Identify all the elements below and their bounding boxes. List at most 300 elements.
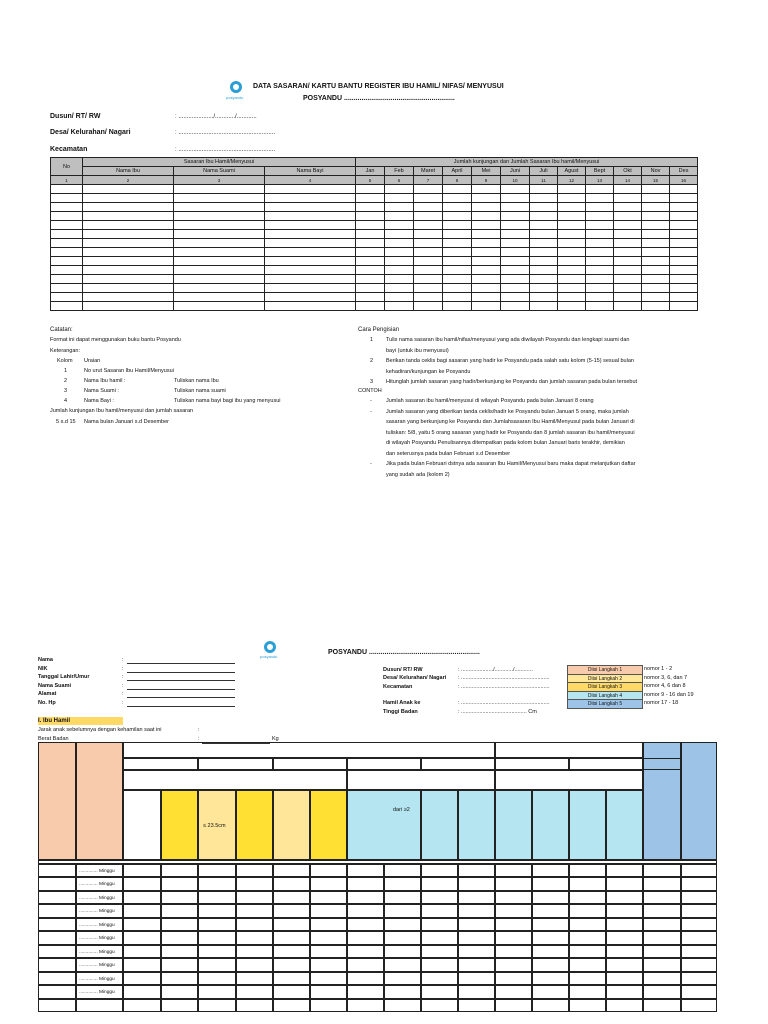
- table-cell[interactable]: [198, 891, 236, 904]
- table-cell[interactable]: [443, 203, 472, 212]
- table-cell[interactable]: [458, 972, 495, 985]
- table-cell[interactable]: [38, 891, 76, 904]
- table-cell[interactable]: [356, 266, 385, 275]
- table-cell[interactable]: [642, 284, 670, 293]
- table-cell[interactable]: [642, 248, 670, 257]
- table-cell[interactable]: [586, 230, 614, 239]
- table-cell[interactable]: [501, 239, 530, 248]
- table-cell[interactable]: [495, 918, 532, 931]
- card-field-input[interactable]: [127, 663, 235, 664]
- table-cell[interactable]: [174, 212, 265, 221]
- table-cell[interactable]: [414, 194, 443, 203]
- table-cell[interactable]: [530, 239, 558, 248]
- table-cell[interactable]: [586, 302, 614, 311]
- table-cell[interactable]: [606, 985, 643, 998]
- table-cell[interactable]: [586, 203, 614, 212]
- table-cell[interactable]: [51, 194, 83, 203]
- table-cell[interactable]: [532, 999, 569, 1012]
- table-cell[interactable]: [161, 918, 198, 931]
- table-cell[interactable]: [670, 302, 698, 311]
- table-cell[interactable]: [458, 958, 495, 971]
- table-cell[interactable]: [123, 999, 161, 1012]
- table-cell[interactable]: [414, 212, 443, 221]
- table-cell[interactable]: [174, 185, 265, 194]
- table-cell[interactable]: [384, 972, 421, 985]
- table-cell[interactable]: [614, 266, 642, 275]
- table-cell[interactable]: [558, 221, 586, 230]
- table-cell[interactable]: [384, 877, 421, 890]
- table-cell[interactable]: [670, 239, 698, 248]
- table-cell[interactable]: [681, 985, 717, 998]
- table-cell[interactable]: [356, 230, 385, 239]
- table-cell[interactable]: [642, 293, 670, 302]
- table-cell[interactable]: [530, 275, 558, 284]
- table-cell[interactable]: [681, 972, 717, 985]
- table-cell[interactable]: [458, 931, 495, 944]
- table-cell[interactable]: [614, 230, 642, 239]
- table-cell[interactable]: [76, 904, 123, 917]
- table-cell[interactable]: [236, 958, 273, 971]
- table-cell[interactable]: [501, 185, 530, 194]
- table-cell[interactable]: [606, 891, 643, 904]
- table-cell[interactable]: [265, 194, 356, 203]
- table-cell[interactable]: [558, 185, 586, 194]
- table-cell[interactable]: [421, 985, 458, 998]
- table-cell[interactable]: [643, 864, 681, 877]
- table-cell[interactable]: [51, 203, 83, 212]
- table-cell[interactable]: [123, 904, 161, 917]
- table-cell[interactable]: [670, 185, 698, 194]
- table-cell[interactable]: [83, 185, 174, 194]
- table-cell[interactable]: [414, 230, 443, 239]
- table-cell[interactable]: [161, 945, 198, 958]
- table-cell[interactable]: [356, 284, 385, 293]
- table-cell[interactable]: [51, 266, 83, 275]
- table-cell[interactable]: [356, 239, 385, 248]
- table-cell[interactable]: [414, 266, 443, 275]
- table-cell[interactable]: [174, 257, 265, 266]
- table-cell[interactable]: [265, 230, 356, 239]
- table-cell[interactable]: [558, 194, 586, 203]
- table-cell[interactable]: [310, 999, 347, 1012]
- table-cell[interactable]: [51, 212, 83, 221]
- table-cell[interactable]: [642, 239, 670, 248]
- table-cell[interactable]: [347, 972, 384, 985]
- dusun-field[interactable]: : ...................../............/............: [175, 114, 257, 120]
- table-cell[interactable]: [174, 203, 265, 212]
- table-cell[interactable]: [385, 266, 414, 275]
- table-cell[interactable]: [174, 230, 265, 239]
- table-cell[interactable]: [643, 918, 681, 931]
- table-cell[interactable]: [76, 999, 123, 1012]
- table-cell[interactable]: [530, 293, 558, 302]
- table-cell[interactable]: [236, 999, 273, 1012]
- table-cell[interactable]: [495, 958, 532, 971]
- table-cell[interactable]: [83, 266, 174, 275]
- table-cell[interactable]: [161, 891, 198, 904]
- table-cell[interactable]: [161, 985, 198, 998]
- table-cell[interactable]: [38, 864, 76, 877]
- table-cell[interactable]: [569, 904, 606, 917]
- table-cell[interactable]: [51, 302, 83, 311]
- table-cell[interactable]: [123, 945, 161, 958]
- table-cell[interactable]: [385, 239, 414, 248]
- table-cell[interactable]: [347, 904, 384, 917]
- table-cell[interactable]: [569, 972, 606, 985]
- table-cell[interactable]: [495, 972, 532, 985]
- table-cell[interactable]: [384, 891, 421, 904]
- table-cell[interactable]: [198, 985, 236, 998]
- table-cell[interactable]: [458, 945, 495, 958]
- table-cell[interactable]: [83, 239, 174, 248]
- table-cell[interactable]: [569, 999, 606, 1012]
- table-cell[interactable]: [384, 999, 421, 1012]
- table-cell[interactable]: [236, 945, 273, 958]
- table-cell[interactable]: [586, 257, 614, 266]
- table-cell[interactable]: [530, 257, 558, 266]
- table-cell[interactable]: [83, 221, 174, 230]
- table-cell[interactable]: [443, 212, 472, 221]
- table-cell[interactable]: [586, 194, 614, 203]
- table-cell[interactable]: [606, 918, 643, 931]
- table-cell[interactable]: [83, 284, 174, 293]
- table-cell[interactable]: [681, 918, 717, 931]
- table-cell[interactable]: [347, 999, 384, 1012]
- table-cell[interactable]: [273, 864, 310, 877]
- table-cell[interactable]: [443, 185, 472, 194]
- table-cell[interactable]: [51, 221, 83, 230]
- table-cell[interactable]: [681, 958, 717, 971]
- table-cell[interactable]: [385, 275, 414, 284]
- table-cell[interactable]: [76, 958, 123, 971]
- table-cell[interactable]: [385, 257, 414, 266]
- table-cell[interactable]: [161, 999, 198, 1012]
- table-cell[interactable]: [606, 945, 643, 958]
- table-cell[interactable]: [643, 904, 681, 917]
- table-cell[interactable]: [643, 958, 681, 971]
- table-cell[interactable]: [458, 904, 495, 917]
- table-cell[interactable]: [530, 248, 558, 257]
- table-cell[interactable]: [586, 275, 614, 284]
- table-cell[interactable]: [614, 212, 642, 221]
- table-cell[interactable]: [76, 931, 123, 944]
- table-cell[interactable]: [495, 891, 532, 904]
- table-cell[interactable]: [642, 257, 670, 266]
- table-cell[interactable]: [642, 221, 670, 230]
- card-field-input[interactable]: [127, 706, 235, 707]
- table-cell[interactable]: [681, 904, 717, 917]
- table-cell[interactable]: [51, 185, 83, 194]
- table-cell[interactable]: [347, 877, 384, 890]
- table-cell[interactable]: [198, 931, 236, 944]
- table-cell[interactable]: [586, 248, 614, 257]
- table-cell[interactable]: [558, 266, 586, 275]
- table-cell[interactable]: [458, 999, 495, 1012]
- table-cell[interactable]: [606, 864, 643, 877]
- table-cell[interactable]: [421, 864, 458, 877]
- table-cell[interactable]: [443, 248, 472, 257]
- table-cell[interactable]: [265, 248, 356, 257]
- table-cell[interactable]: [356, 293, 385, 302]
- table-cell[interactable]: [472, 293, 501, 302]
- table-cell[interactable]: [161, 864, 198, 877]
- table-cell[interactable]: [414, 257, 443, 266]
- table-cell[interactable]: [385, 203, 414, 212]
- table-cell[interactable]: [642, 302, 670, 311]
- table-cell[interactable]: [532, 972, 569, 985]
- table-cell[interactable]: [501, 266, 530, 275]
- table-cell[interactable]: [558, 257, 586, 266]
- table-cell[interactable]: [356, 185, 385, 194]
- table-cell[interactable]: [532, 918, 569, 931]
- table-cell[interactable]: [458, 918, 495, 931]
- table-cell[interactable]: [558, 293, 586, 302]
- table-cell[interactable]: [642, 266, 670, 275]
- table-cell[interactable]: [265, 275, 356, 284]
- table-cell[interactable]: [273, 945, 310, 958]
- table-cell[interactable]: [472, 239, 501, 248]
- table-cell[interactable]: [532, 931, 569, 944]
- table-cell[interactable]: [501, 203, 530, 212]
- table-cell[interactable]: [472, 257, 501, 266]
- desa-field[interactable]: : ..........................................................: [175, 130, 276, 136]
- table-cell[interactable]: [586, 266, 614, 275]
- table-cell[interactable]: [532, 877, 569, 890]
- table-cell[interactable]: [38, 877, 76, 890]
- table-cell[interactable]: [123, 958, 161, 971]
- table-cell[interactable]: [443, 239, 472, 248]
- table-cell[interactable]: [385, 185, 414, 194]
- table-cell[interactable]: [530, 185, 558, 194]
- table-cell[interactable]: [356, 194, 385, 203]
- table-cell[interactable]: [265, 257, 356, 266]
- table-cell[interactable]: [384, 864, 421, 877]
- table-cell[interactable]: [385, 302, 414, 311]
- table-cell[interactable]: [310, 877, 347, 890]
- table-cell[interactable]: [265, 284, 356, 293]
- table-cell[interactable]: [643, 985, 681, 998]
- table-cell[interactable]: [83, 230, 174, 239]
- card-field-input[interactable]: [127, 672, 235, 673]
- table-cell[interactable]: [273, 918, 310, 931]
- table-cell[interactable]: [385, 293, 414, 302]
- table-cell[interactable]: [356, 257, 385, 266]
- table-cell[interactable]: [681, 891, 717, 904]
- table-cell[interactable]: [569, 945, 606, 958]
- table-cell[interactable]: [76, 877, 123, 890]
- table-cell[interactable]: [458, 891, 495, 904]
- table-cell[interactable]: [495, 864, 532, 877]
- table-cell[interactable]: [414, 275, 443, 284]
- table-cell[interactable]: [161, 877, 198, 890]
- table-cell[interactable]: [569, 985, 606, 998]
- table-cell[interactable]: [614, 203, 642, 212]
- table-cell[interactable]: [530, 266, 558, 275]
- card-field-input[interactable]: [127, 689, 235, 690]
- table-cell[interactable]: [83, 248, 174, 257]
- table-cell[interactable]: [236, 931, 273, 944]
- table-cell[interactable]: [443, 275, 472, 284]
- table-cell[interactable]: [76, 864, 123, 877]
- table-cell[interactable]: [606, 958, 643, 971]
- table-cell[interactable]: [414, 185, 443, 194]
- table-cell[interactable]: [161, 958, 198, 971]
- table-cell[interactable]: [443, 302, 472, 311]
- table-cell[interactable]: [414, 239, 443, 248]
- table-cell[interactable]: [310, 958, 347, 971]
- table-cell[interactable]: [586, 185, 614, 194]
- table-cell[interactable]: [385, 284, 414, 293]
- table-cell[interactable]: [83, 203, 174, 212]
- table-cell[interactable]: [530, 212, 558, 221]
- table-cell[interactable]: [458, 877, 495, 890]
- table-cell[interactable]: [385, 194, 414, 203]
- table-cell[interactable]: [558, 284, 586, 293]
- table-cell[interactable]: [76, 918, 123, 931]
- table-cell[interactable]: [670, 212, 698, 221]
- table-cell[interactable]: [472, 203, 501, 212]
- table-cell[interactable]: [681, 931, 717, 944]
- table-cell[interactable]: [38, 972, 76, 985]
- table-cell[interactable]: [384, 958, 421, 971]
- table-cell[interactable]: [414, 293, 443, 302]
- table-cell[interactable]: [384, 985, 421, 998]
- table-cell[interactable]: [236, 904, 273, 917]
- table-cell[interactable]: [586, 293, 614, 302]
- table-cell[interactable]: [443, 257, 472, 266]
- table-cell[interactable]: [236, 864, 273, 877]
- table-cell[interactable]: [670, 293, 698, 302]
- table-cell[interactable]: [558, 248, 586, 257]
- table-cell[interactable]: [123, 864, 161, 877]
- table-cell[interactable]: [569, 877, 606, 890]
- table-cell[interactable]: [501, 257, 530, 266]
- table-cell[interactable]: [642, 194, 670, 203]
- table-cell[interactable]: [273, 999, 310, 1012]
- table-cell[interactable]: [586, 239, 614, 248]
- table-cell[interactable]: [123, 972, 161, 985]
- table-cell[interactable]: [532, 945, 569, 958]
- table-cell[interactable]: [421, 972, 458, 985]
- table-cell[interactable]: [501, 248, 530, 257]
- table-cell[interactable]: [273, 958, 310, 971]
- table-cell[interactable]: [501, 194, 530, 203]
- table-cell[interactable]: [495, 999, 532, 1012]
- table-cell[interactable]: [501, 230, 530, 239]
- table-cell[interactable]: [586, 212, 614, 221]
- table-cell[interactable]: [642, 212, 670, 221]
- table-cell[interactable]: [421, 931, 458, 944]
- table-cell[interactable]: [356, 221, 385, 230]
- table-cell[interactable]: [174, 293, 265, 302]
- table-cell[interactable]: [642, 203, 670, 212]
- table-cell[interactable]: [569, 958, 606, 971]
- table-cell[interactable]: [38, 958, 76, 971]
- table-cell[interactable]: [458, 864, 495, 877]
- table-cell[interactable]: [472, 275, 501, 284]
- table-cell[interactable]: [421, 904, 458, 917]
- table-cell[interactable]: [265, 221, 356, 230]
- table-cell[interactable]: [414, 248, 443, 257]
- table-cell[interactable]: [614, 239, 642, 248]
- table-cell[interactable]: [670, 230, 698, 239]
- table-cell[interactable]: [558, 275, 586, 284]
- table-cell[interactable]: [265, 185, 356, 194]
- table-cell[interactable]: [642, 230, 670, 239]
- card-field-input[interactable]: [127, 697, 235, 698]
- table-cell[interactable]: [443, 194, 472, 203]
- table-cell[interactable]: [236, 972, 273, 985]
- table-cell[interactable]: [421, 958, 458, 971]
- table-cell[interactable]: [384, 931, 421, 944]
- table-cell[interactable]: [472, 266, 501, 275]
- table-cell[interactable]: [495, 877, 532, 890]
- table-cell[interactable]: [670, 221, 698, 230]
- table-cell[interactable]: [569, 864, 606, 877]
- table-cell[interactable]: [310, 931, 347, 944]
- table-cell[interactable]: [414, 284, 443, 293]
- kecamatan-field[interactable]: : ..........................................................: [175, 147, 276, 153]
- table-cell[interactable]: [123, 891, 161, 904]
- table-cell[interactable]: [443, 284, 472, 293]
- table-cell[interactable]: [472, 284, 501, 293]
- table-cell[interactable]: [83, 293, 174, 302]
- table-cell[interactable]: [532, 891, 569, 904]
- table-cell[interactable]: [414, 221, 443, 230]
- table-cell[interactable]: [38, 918, 76, 931]
- table-cell[interactable]: [273, 891, 310, 904]
- table-cell[interactable]: [310, 972, 347, 985]
- table-cell[interactable]: [385, 248, 414, 257]
- table-cell[interactable]: [530, 194, 558, 203]
- table-cell[interactable]: [123, 931, 161, 944]
- table-cell[interactable]: [530, 230, 558, 239]
- table-cell[interactable]: [76, 891, 123, 904]
- table-cell[interactable]: [198, 864, 236, 877]
- table-cell[interactable]: [643, 972, 681, 985]
- table-cell[interactable]: [76, 945, 123, 958]
- table-cell[interactable]: [310, 904, 347, 917]
- table-cell[interactable]: [501, 221, 530, 230]
- table-cell[interactable]: [356, 275, 385, 284]
- table-cell[interactable]: [606, 877, 643, 890]
- table-cell[interactable]: [670, 194, 698, 203]
- table-cell[interactable]: [614, 275, 642, 284]
- table-cell[interactable]: [83, 275, 174, 284]
- table-cell[interactable]: [236, 985, 273, 998]
- table-cell[interactable]: [83, 302, 174, 311]
- table-cell[interactable]: [356, 203, 385, 212]
- table-cell[interactable]: [198, 945, 236, 958]
- table-cell[interactable]: [530, 302, 558, 311]
- table-cell[interactable]: [532, 864, 569, 877]
- table-cell[interactable]: [614, 284, 642, 293]
- table-cell[interactable]: [83, 194, 174, 203]
- table-cell[interactable]: [501, 275, 530, 284]
- table-cell[interactable]: [614, 185, 642, 194]
- table-cell[interactable]: [310, 945, 347, 958]
- table-cell[interactable]: [558, 203, 586, 212]
- table-cell[interactable]: [670, 284, 698, 293]
- table-cell[interactable]: [681, 864, 717, 877]
- table-cell[interactable]: [472, 185, 501, 194]
- table-cell[interactable]: [614, 257, 642, 266]
- table-cell[interactable]: [385, 212, 414, 221]
- table-cell[interactable]: [501, 284, 530, 293]
- table-cell[interactable]: [347, 958, 384, 971]
- table-cell[interactable]: [273, 931, 310, 944]
- table-cell[interactable]: [421, 891, 458, 904]
